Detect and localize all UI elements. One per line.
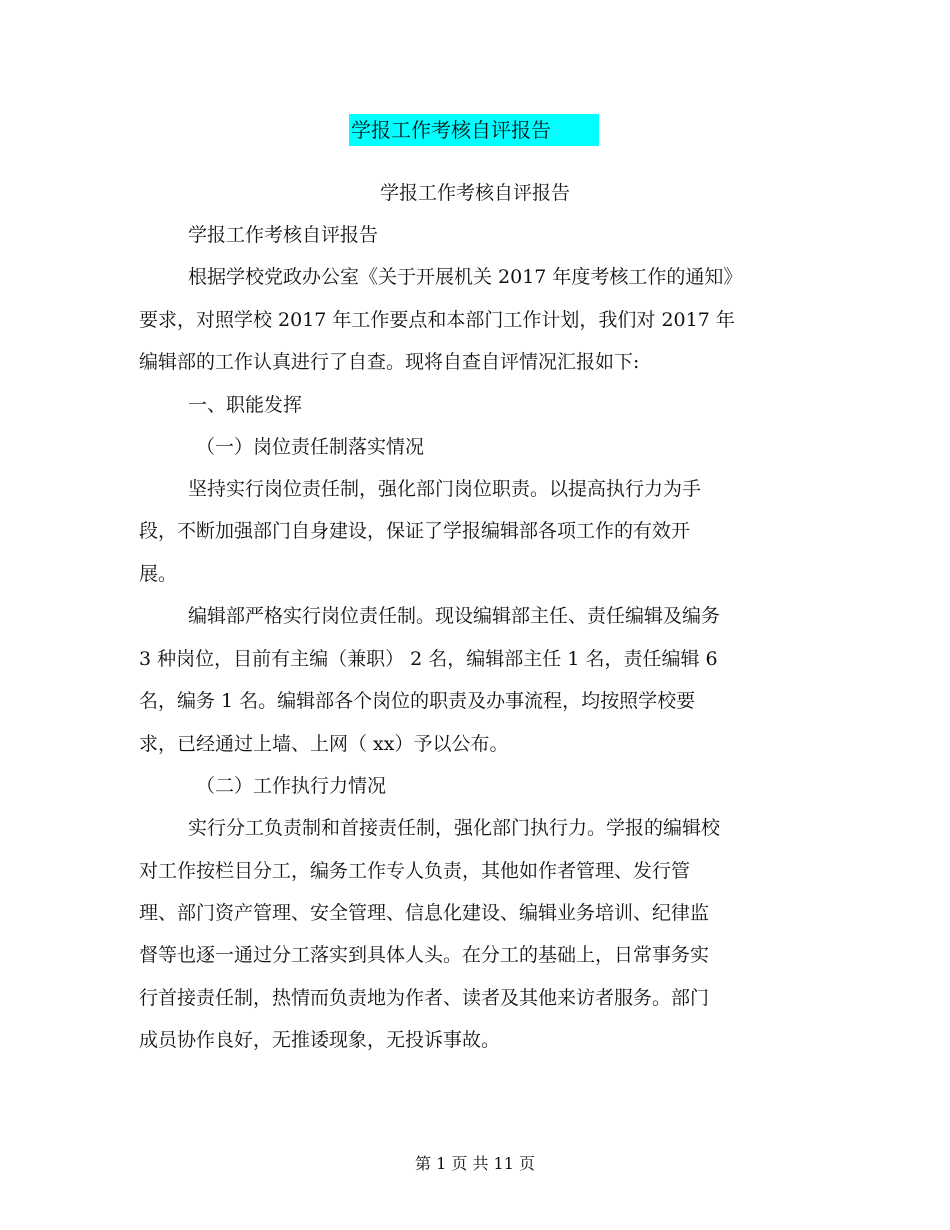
body-line: 编辑部严格实行岗位责任制。现设编辑部主任、责任编辑及编务 <box>188 605 721 627</box>
body-line: 行首接责任制，热情而负责地为作者、读者及其他来访者服务。部门 <box>139 987 710 1009</box>
body-line: 求，已经通过上墙、上网（ xx）予以公布。 <box>139 733 509 755</box>
body-line: 3 种岗位，目前有主编（兼职） 2 名，编辑部主任 1 名，责任编辑 6 <box>139 648 718 670</box>
body-line: 督等也逐一通过分工落实到具体人头。在分工的基础上，日常事务实 <box>139 944 710 966</box>
body-line: 坚持实行岗位责任制，强化部门岗位职责。以提高执行力为手 <box>188 478 702 500</box>
body-line: 对工作按栏目分工，编务工作专人负责，其他如作者管理、发行管 <box>139 860 691 882</box>
body-line: 编辑部的工作认真进行了自查。现将自查自评情况汇报如下: <box>139 351 640 373</box>
subsection-heading: （二）工作执行力情况 <box>196 775 387 797</box>
body-line: 理、部门资产管理、安全管理、信息化建设、编辑业务培训、纪律监 <box>139 902 710 924</box>
subsection-heading: （一）岗位责任制落实情况 <box>196 436 425 458</box>
document-subtitle: 学报工作考核自评报告 <box>379 182 570 204</box>
page-footer: 第 1 页 共 11 页 <box>415 1154 535 1173</box>
document-title: 学报工作考核自评报告 <box>349 114 599 146</box>
body-line: 根据学校党政办公室《关于开展机关 2017 年度考核工作的通知》 <box>188 266 743 288</box>
section-heading: 一、职能发挥 <box>188 394 303 416</box>
body-line: 要求，对照学校 2017 年工作要点和本部门工作计划，我们对 2017 年 <box>139 309 735 331</box>
body-line: 学报工作考核自评报告 <box>188 224 379 246</box>
body-line: 名，编务 1 名。编辑部各个岗位的职责及办事流程，均按照学校要 <box>139 690 696 712</box>
body-line: 段，不断加强部门自身建设，保证了学报编辑部各项工作的有效开 <box>139 520 691 542</box>
body-line: 展。 <box>139 563 178 585</box>
body-line: 实行分工负责制和首接责任制，强化部门执行力。学报的编辑校 <box>188 817 721 839</box>
body-line: 成员协作良好，无推诿现象，无投诉事故。 <box>139 1029 501 1051</box>
